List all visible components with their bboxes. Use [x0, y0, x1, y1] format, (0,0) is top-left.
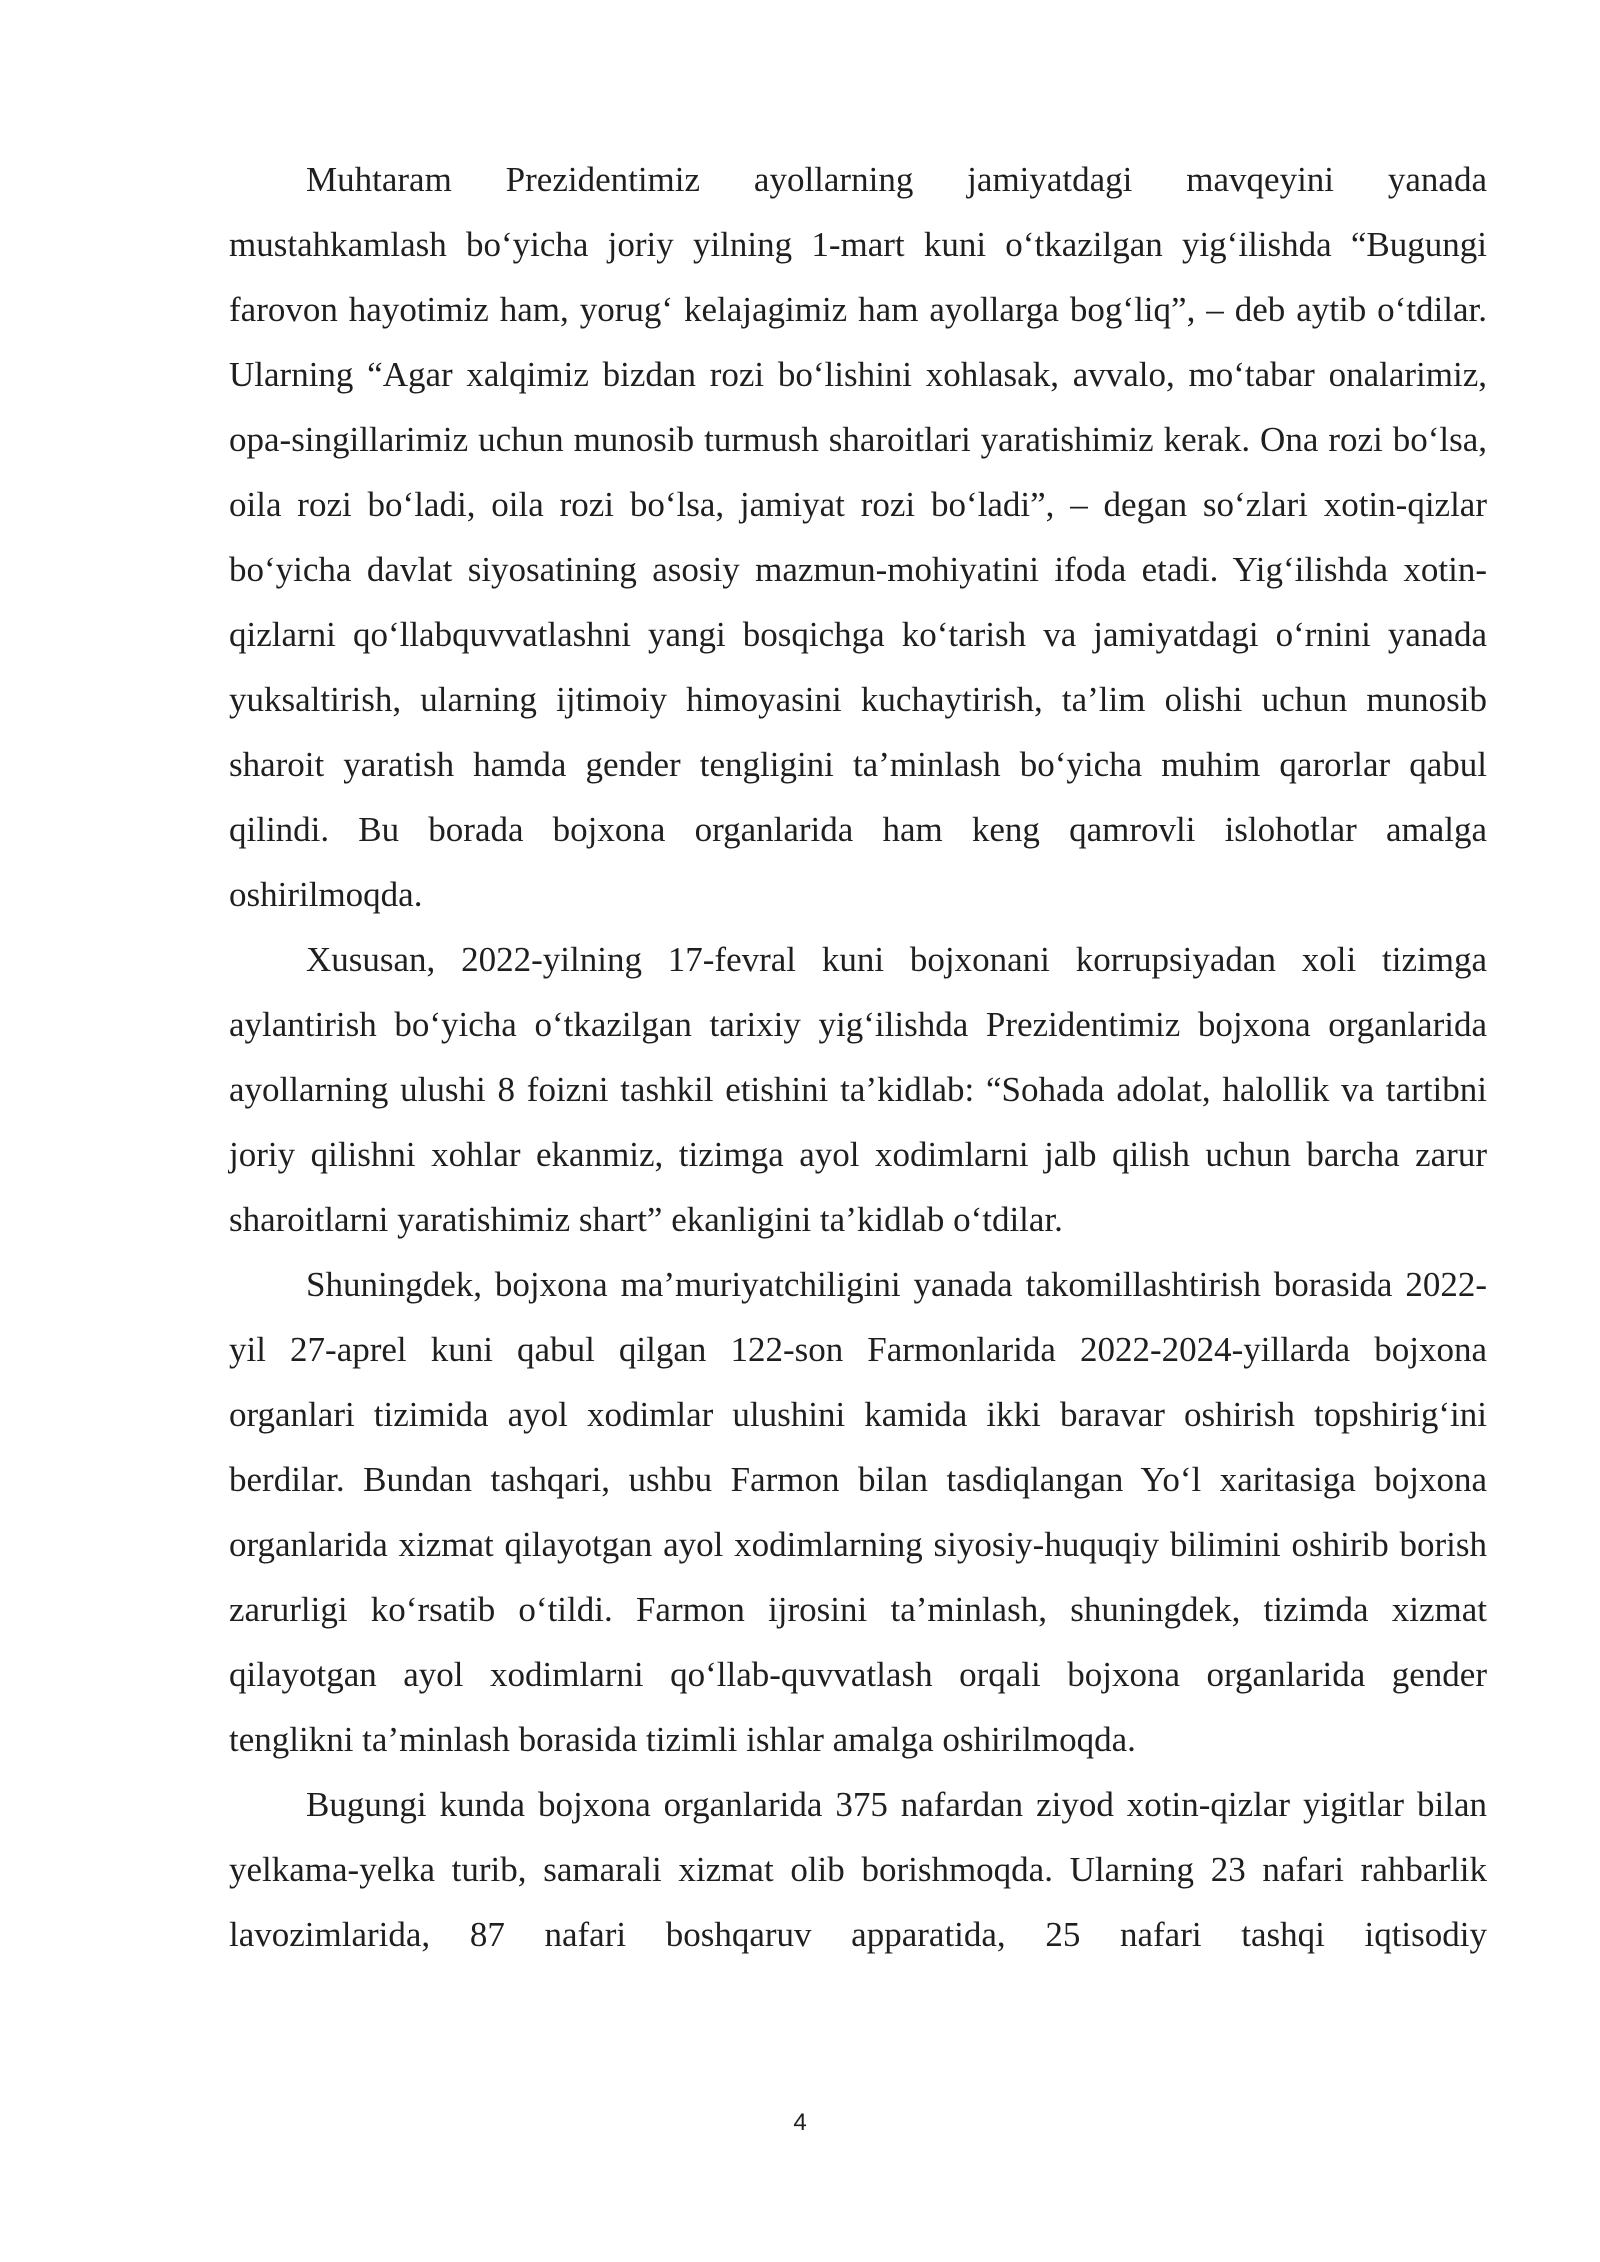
document-body: [229, 147, 1487, 1967]
paragraph-3: Shuningdek, bojxona ma’muriyatchiligini yanada takomillashtirish borasida 2022-yil 27-aprel kuni qabul qilgan 122-son Farmonlarida 2022-2024-yillarda bojxona organlari tizimida ayol xodimlar ulushini kamida ikki baravar oshirish topshirig‘ini berdilar. Bundan tashqari, ushbu Farmon bilan tasdiqlangan Yo‘l xaritasiga bojxona organlarida xizmat qilayotgan ayol xodimlarning siyosiy-huquqiy bilimini oshirib borish zarurligi ko‘rsatib o‘tildi. Farmon ijrosini ta’minlash, shuningdek, tizimda xizmat qilayotgan ayol xodimlarni qo‘llab-quvvatlash orqali bojxona organlarida gender tenglikni ta’minlash borasida tizimli ishlar amalga oshirilmoqda.: [229, 1265, 1487, 1759]
page-number: 4: [793, 2109, 807, 2136]
paragraph-1: Muhtaram Prezidentimiz ayollarning jamiyatdagi mavqeyini yanada mustahkamlash bo‘yicha joriy yilning 1-mart kuni o‘tkazilgan yig‘ilishda “Bugungi farovon hayotimiz ham, yorug‘ kelajagimiz ham ayollarga bog‘liq”, – deb aytib o‘tdilar. Ularning “Agar xalqimiz bizdan rozi bo‘lishini xohlasak, avvalo, mo‘tabar onalarimiz, opa-singillarimiz uchun munosib turmush sharoitlari yaratishimiz kerak. Ona rozi bo‘lsa, oila rozi bo‘ladi, oila rozi bo‘lsa, jamiyat rozi bo‘ladi”, – degan so‘zlari xotin-qizlar bo‘yicha davlat siyosatining asosiy mazmun-mohiyatini ifoda etadi. Yig‘ilishda xotin-qizlarni qo‘llabquvvatlashni yangi bosqichga ko‘tarish va jamiyatdagi o‘rnini yanada yuksaltirish, ularning ijtimoiy himoyasini kuchaytirish, ta’lim olishi uchun munosib sharoit yaratish hamda gender tengligini ta’minlash bo‘yicha muhim qarorlar qabul qilindi. Bu borada bojxona organlarida ham keng qamrovli islohotlar amalga oshirilmoqda.: [229, 160, 1487, 914]
paragraph-2: Xususan, 2022-yilning 17-fevral kuni bojxonani korrupsiyadan xoli tizimga aylantirish bo‘yicha o‘tkazilgan tarixiy yig‘ilishda Prezidentimiz bojxona organlarida ayollarning ulushi 8 foizni tashkil etishini ta’kidlab: “Sohada adolat, halollik va tartibni joriy qilishni xohlar ekanmiz, tizimga ayol xodimlarni jalb qilish uchun barcha zarur sharoitlarni yaratishimiz shart” ekanligini ta’kidlab o‘tdilar.: [229, 940, 1487, 1239]
paragraph-4: Bugungi kunda bojxona organlarida 375 nafardan ziyod xotin-qizlar yigitlar bilan yelkama-yelka turib, samarali xizmat olib borishmoqda. Ularning 23 nafari rahbarlik lavozimlarida, 87 nafari boshqaruv apparatida, 25 nafari tashqi iqtisodiy: [229, 1785, 1487, 1954]
